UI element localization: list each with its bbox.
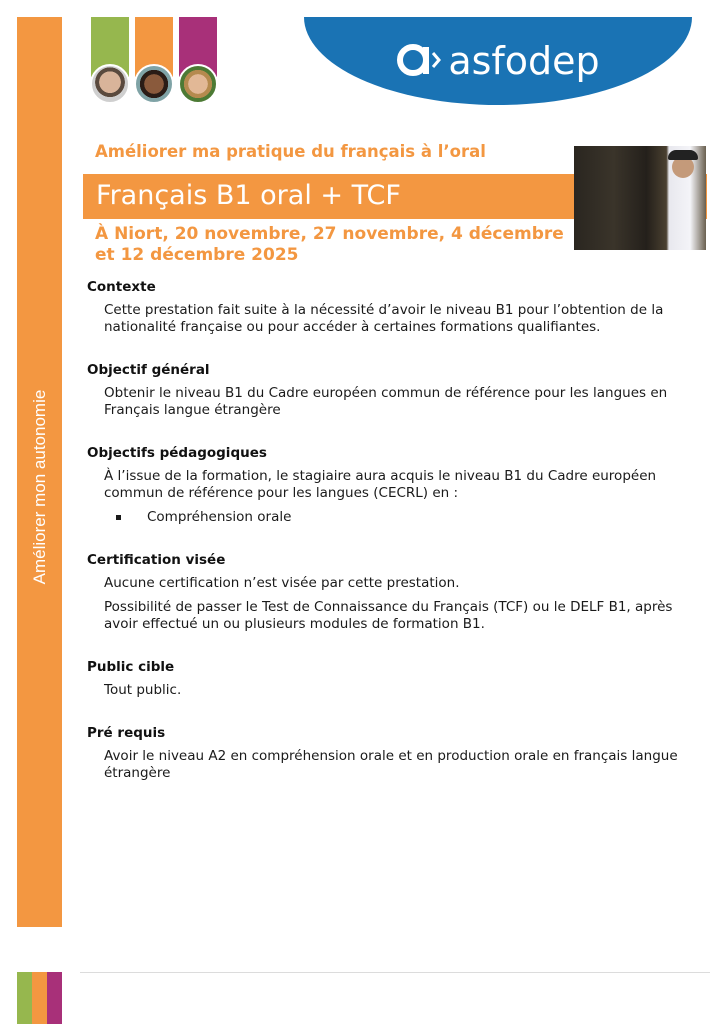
avatar-man: [90, 64, 130, 104]
content-body: [87, 279, 687, 808]
footer-stripe-green: [17, 972, 32, 1024]
section-objectif-general: [87, 362, 687, 419]
footer-stripe-purple: [47, 972, 62, 1024]
list-item: Compréhension orale: [104, 509, 687, 526]
section-text: Possibilité de passer le Test de Connaissance du Français (TCF) ou le DELF B1, après avoir effectué un ou plusieurs modules de formation B1.: [104, 599, 673, 632]
dates-location: À Niort, 20 novembre, 27 novembre, 4 décembre et 12 décembre 2025: [95, 224, 564, 265]
asfodep-logo: [304, 38, 692, 84]
page-title: Français B1 oral + TCF: [96, 180, 401, 211]
section-text: Obtenir le niveau B1 du Cadre européen commun de référence pour les langues en Français langue étrangère: [104, 385, 668, 418]
section-certification: [87, 552, 687, 633]
section-heading: Objectifs pédagogiques: [87, 445, 267, 461]
section-heading: Objectif général: [87, 362, 210, 378]
section-heading: Contexte: [87, 279, 156, 295]
section-public-cible: [87, 659, 687, 699]
section-text: Cette prestation fait suite à la nécessité d’avoir le niveau B1 pour l’obtention de la nationalité française ou pour accéder à certaines formations qualifiantes.: [104, 302, 664, 335]
logo-brand-text: asfodep: [448, 39, 600, 83]
bullet-list: [104, 509, 687, 526]
section-text: Aucune certification n’est visée par cette prestation.: [104, 575, 460, 591]
logo-mark-icon: [396, 38, 442, 84]
section-text: À l’issue de la formation, le stagiaire aura acquis le niveau B1 du Cadre européen commun de référence pour les langues (CECRL) en :: [104, 468, 657, 501]
section-text: Avoir le niveau A2 en compréhension orale et en production orale en français langue étrangère: [104, 748, 678, 781]
footer-divider: [80, 972, 710, 973]
section-pre-requis: [87, 725, 687, 782]
avatar-woman-2: [178, 64, 218, 104]
sidebar-label: [17, 17, 62, 927]
section-heading: Public cible: [87, 659, 175, 675]
section-contexte: [87, 279, 687, 336]
section-heading: Certification visée: [87, 552, 226, 568]
footer-stripe-orange: [32, 972, 47, 1024]
section-text: Tout public.: [104, 682, 182, 698]
sidebar-label-text: Améliorer mon autonomie: [29, 389, 49, 585]
section-heading: Pré requis: [87, 725, 166, 741]
page-subtitle: Améliorer ma pratique du français à l’oral: [95, 142, 486, 161]
section-objectifs-pedagogiques: [87, 445, 687, 526]
hero-photo: [574, 146, 706, 250]
footer-stripes: [17, 972, 62, 1024]
avatar-woman-1: [134, 64, 174, 104]
